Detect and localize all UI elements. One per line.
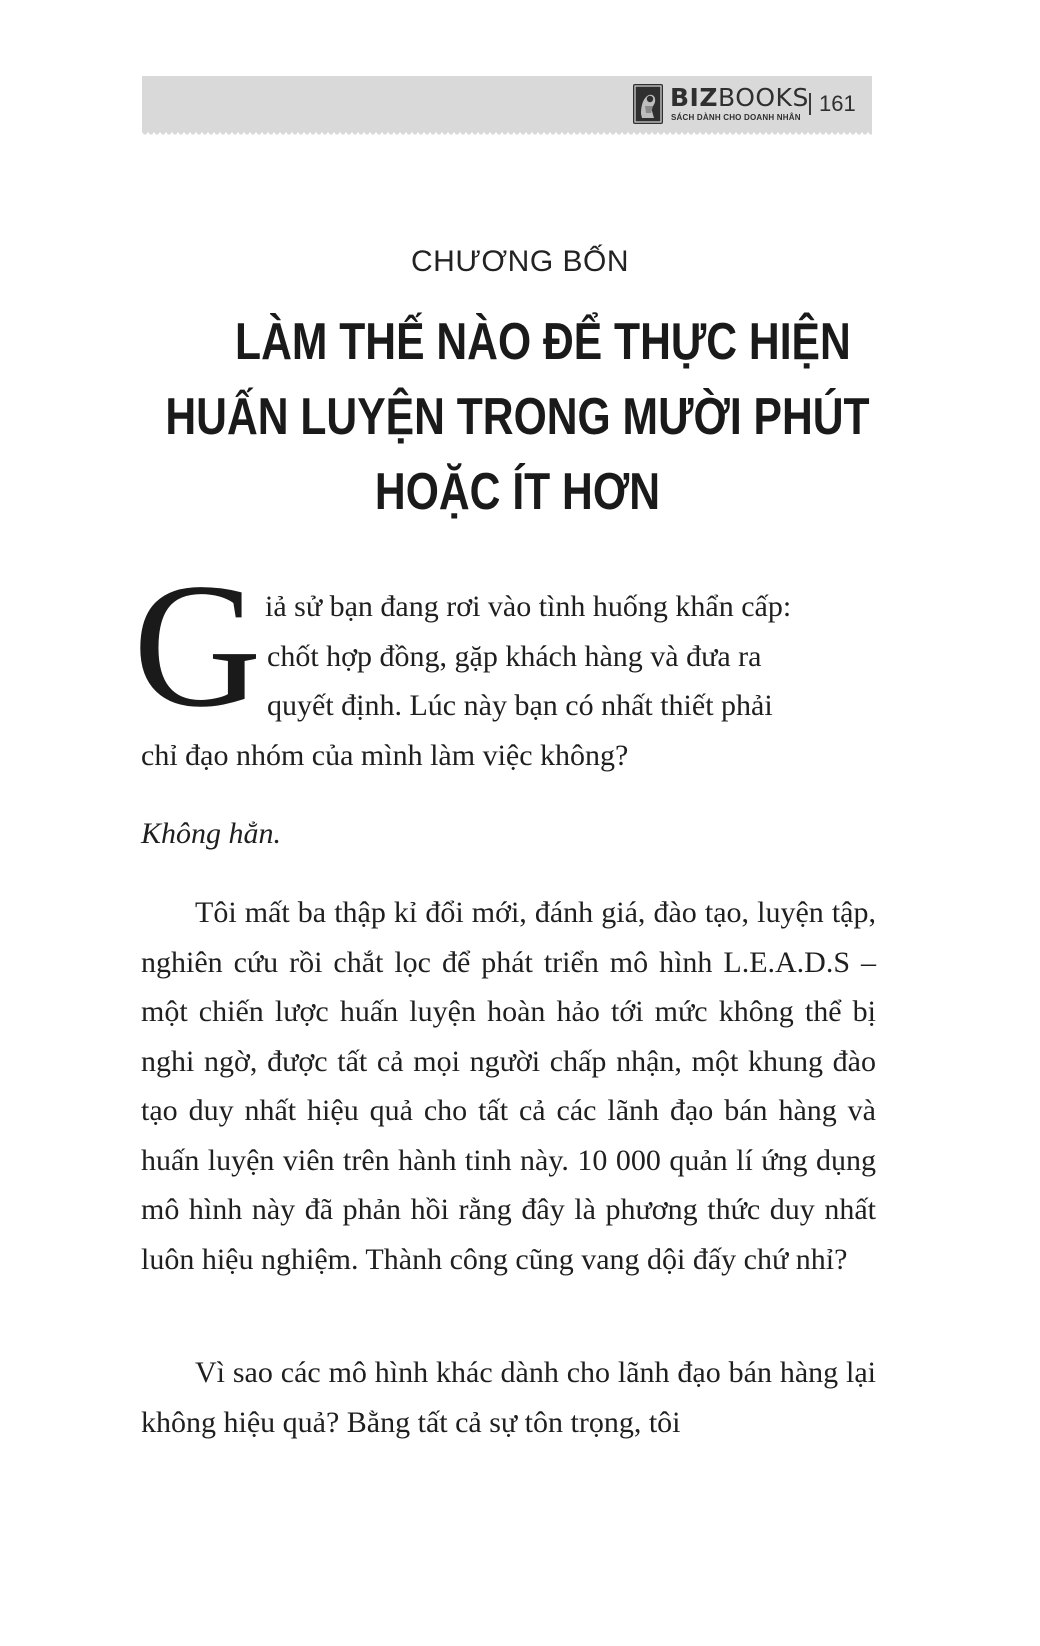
chapter-title-line: HUẤN LUYỆN TRONG MƯỜI PHÚT xyxy=(165,388,870,446)
intro-line: chỉ đạo nhóm của mình làm việc không? xyxy=(141,738,629,772)
chapter-title xyxy=(91,305,944,530)
brand-name xyxy=(670,84,809,112)
chapter-title-line: HOẶC ÍT HƠN xyxy=(374,463,661,521)
intro-paragraph xyxy=(141,582,876,780)
brand-tagline: SÁCH DÀNH CHO DOANH NHÂN xyxy=(671,113,801,122)
body-paragraph: Vì sao các mô hình khác dành cho lãnh đạo bán hàng lại không hiệu quả? Bằng tất cả sự tôn trọng, tôi xyxy=(141,1356,876,1439)
intro-line: iả sử bạn đang rơi vào tình huống khẩn cấp: xyxy=(265,590,792,623)
header-divider xyxy=(809,93,811,115)
brand-name-light: BOOKS xyxy=(717,83,809,112)
brand-name-bold: BIZ xyxy=(670,83,718,112)
intro-line: quyết định. Lúc này bạn có nhất thiết phải xyxy=(267,689,773,722)
running-header xyxy=(142,76,872,132)
intro-line: chốt hợp đồng, gặp khách hàng và đưa ra xyxy=(267,639,762,673)
italic-answer: Không hẳn. xyxy=(141,817,282,850)
chapter-title-line: LÀM THẾ NÀO ĐỂ THỰC HIỆN xyxy=(235,313,851,371)
bizbooks-logo-icon xyxy=(633,84,663,124)
page-number: 161 xyxy=(819,91,856,116)
drop-cap: G xyxy=(133,546,262,744)
chapter-label: CHƯƠNG BỐN xyxy=(410,245,630,278)
body-paragraph: Tôi mất ba thập kỉ đổi mới, đánh giá, đào tạo, luyện tập, nghiên cứu rồi chắt lọc để phát triển mô hình L.E.A.D.S – một chiến lược huấn luyện hoàn hảo tới mức không thể bị nghi ngờ, được tất cả mọi người chấp nhận, một khung đào tạo duy nhất hiệu quả cho tất cả các lãnh đạo bán hàng và huấn luyện viên trên hành tinh này. 10 000 quản lí ứng dụng mô hình này đã phản hồi rằng đây là phương thức duy nhất luôn hiệu nghiệm. Thành công cũng vang dội đấy chứ nhỉ? xyxy=(141,896,876,1276)
